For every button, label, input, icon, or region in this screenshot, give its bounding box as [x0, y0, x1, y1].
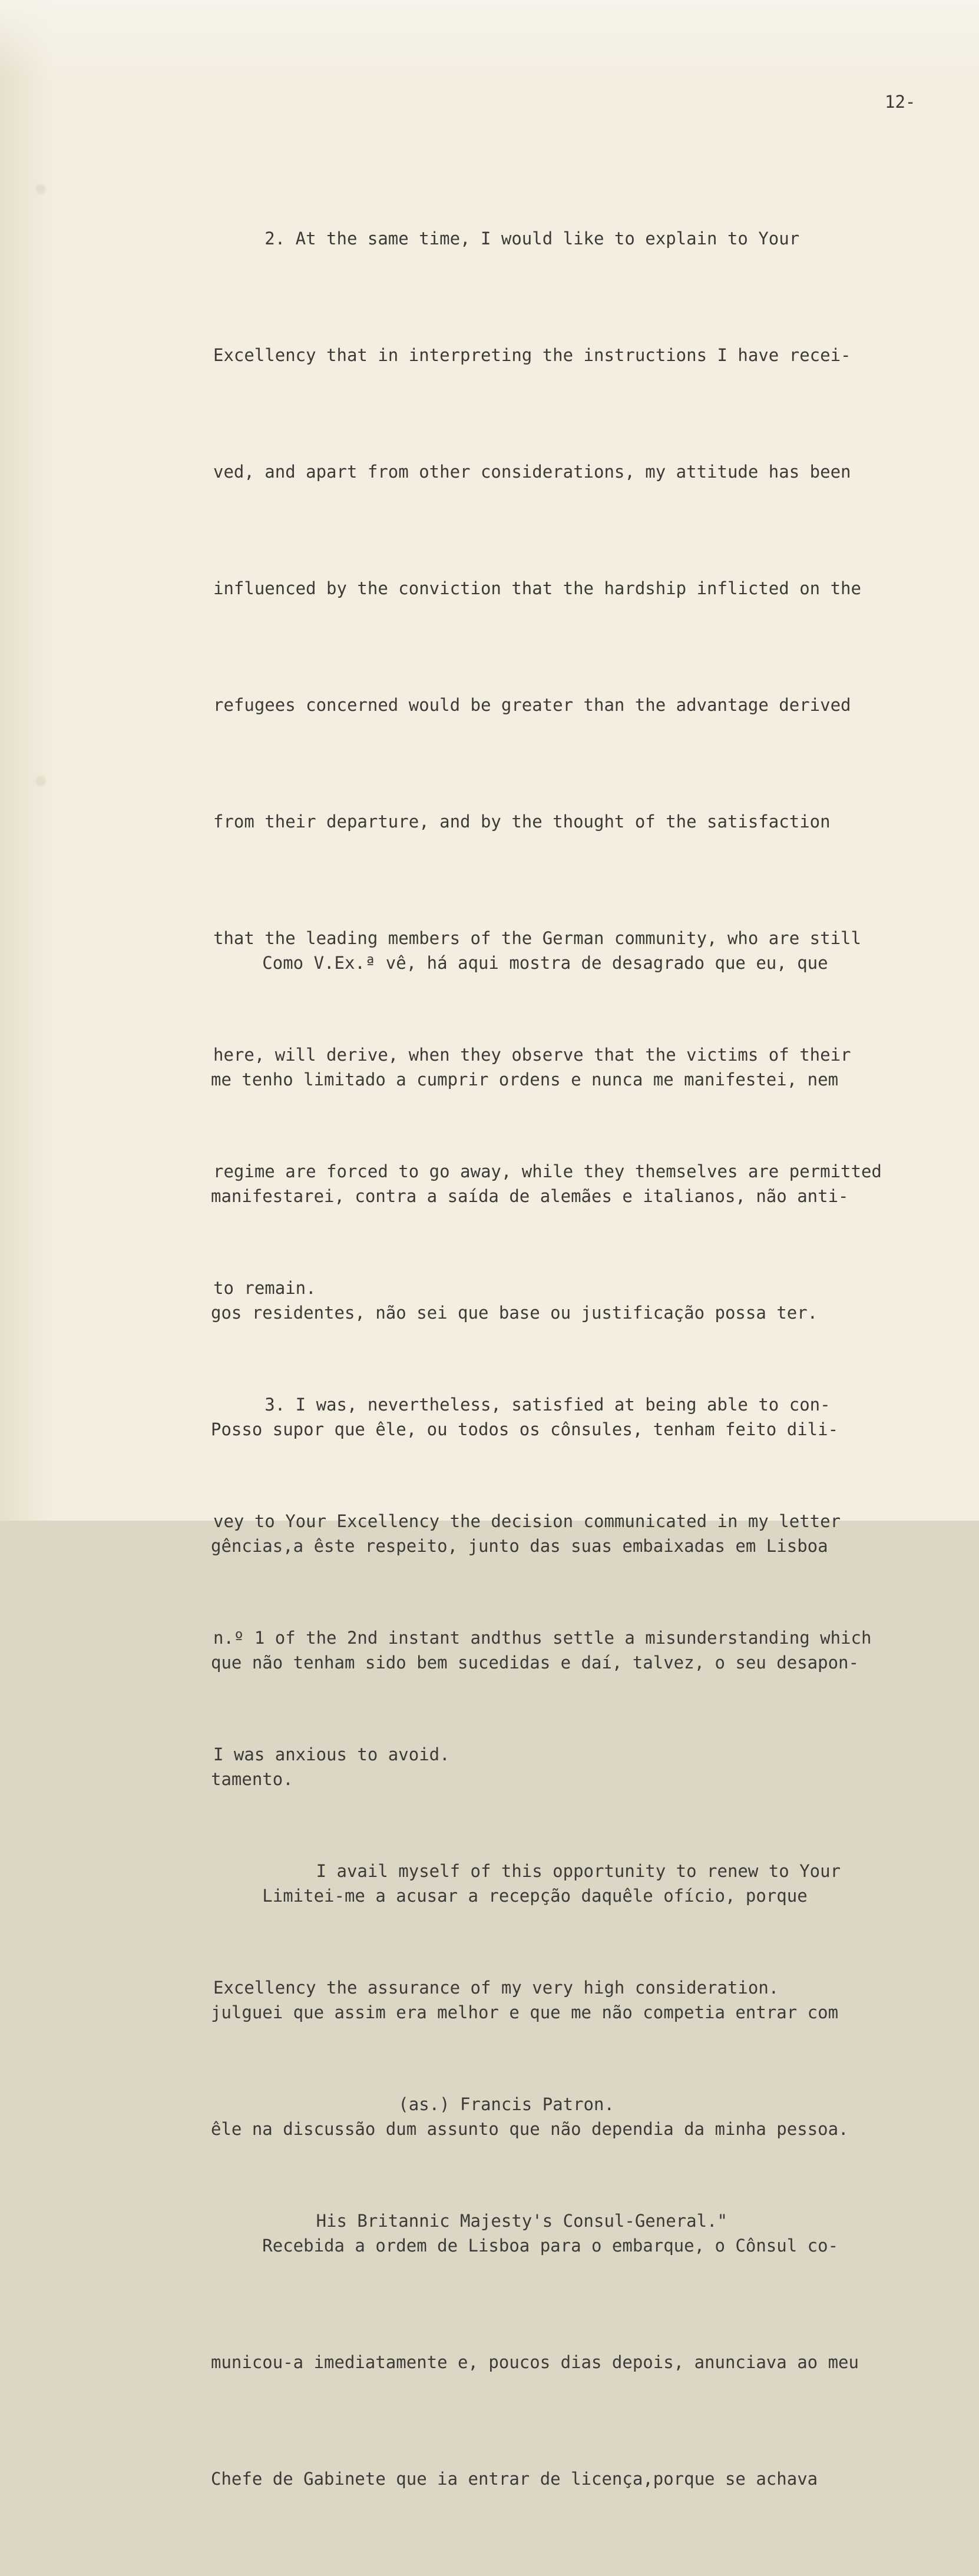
letter-line: ved, and apart from other considerations, my attitude has been: [213, 462, 851, 482]
commentary-line: Limitei-me a acusar a recepção daquêle ofício, porque: [211, 1886, 808, 1906]
portuguese-commentary-block: [211, 866, 859, 2576]
commentary-line: municou-a imediatamente e, poucos dias depois, anunciava ao meu: [211, 2352, 859, 2372]
commentary-line: Posso supor que êle, ou todos os cônsules, tenham feito dili-: [211, 1419, 839, 1439]
letter-line: n.º 1 of the 2nd instant andthus settle a misunderstanding which: [213, 1628, 872, 1648]
letter-line: I avail myself of this opportunity to renew to Your: [213, 1861, 841, 1881]
signature-title-line: His Britannic Majesty's Consul-General.": [213, 2211, 727, 2231]
letter-line: to remain.: [213, 1278, 316, 1298]
commentary-line: me tenho limitado a cumprir ordens e nunca me manifestei, nem: [211, 1070, 839, 1090]
letter-line: that the leading members of the German community, who are still: [213, 928, 861, 948]
letter-line: regime are forced to go away, while they themselves are permitted: [213, 1161, 882, 1181]
letter-line: Excellency that in interpreting the instructions I have recei-: [213, 345, 851, 365]
letter-line: from their departure, and by the thought of the satisfaction: [213, 812, 831, 832]
letter-line: here, will derive, when they observe that the victims of their: [213, 1045, 851, 1065]
commentary-line: gências,a êste respeito, junto das suas embaixadas em Lisboa: [211, 1536, 828, 1556]
punch-hole-mark: [34, 183, 47, 196]
commentary-line: que não tenham sido bem sucedidas e daí, talvez, o seu desapon-: [211, 1653, 859, 1673]
commentary-line: Como V.Ex.ª vê, há aqui mostra de desagrado que eu, que: [211, 953, 828, 973]
letter-line: refugees concerned would be greater than the advantage derived: [213, 695, 851, 715]
page-top-band: [0, 0, 979, 80]
commentary-line: julguei que assim era melhor e que me não competia entrar com: [211, 2002, 839, 2022]
commentary-line: êle na discussão dum assunto que não dependia da minha pessoa.: [211, 2119, 849, 2139]
commentary-line: Chefe de Gabinete que ia entrar de licença,porque se achava: [211, 2469, 818, 2489]
letter-line: Excellency the assurance of my very high consideration.: [213, 1978, 779, 1998]
letter-line: 3. I was, nevertheless, satisfied at being able to con-: [213, 1395, 831, 1415]
commentary-line: tamento.: [211, 1769, 293, 1789]
signature-line: (as.) Francis Patron.: [213, 2094, 614, 2114]
commentary-line: Recebida a ordem de Lisboa para o embarque, o Cônsul co-: [211, 2236, 839, 2256]
letter-line: I was anxious to avoid.: [213, 1744, 450, 1764]
letter-line: influenced by the conviction that the hardship inflicted on the: [213, 578, 861, 598]
letter-line: vey to Your Excellency the decision communicated in my letter: [213, 1511, 841, 1531]
page-number: 12-: [885, 92, 916, 112]
punch-hole-mark: [34, 774, 47, 787]
page-edge-shadow: [0, 0, 53, 1521]
letter-line: 2. At the same time, I would like to explain to Your: [213, 229, 800, 249]
commentary-line: gos residentes, não sei que base ou justificação possa ter.: [211, 1303, 818, 1323]
commentary-line: manifestarei, contra a saída de alemães e italianos, não anti-: [211, 1186, 849, 1206]
